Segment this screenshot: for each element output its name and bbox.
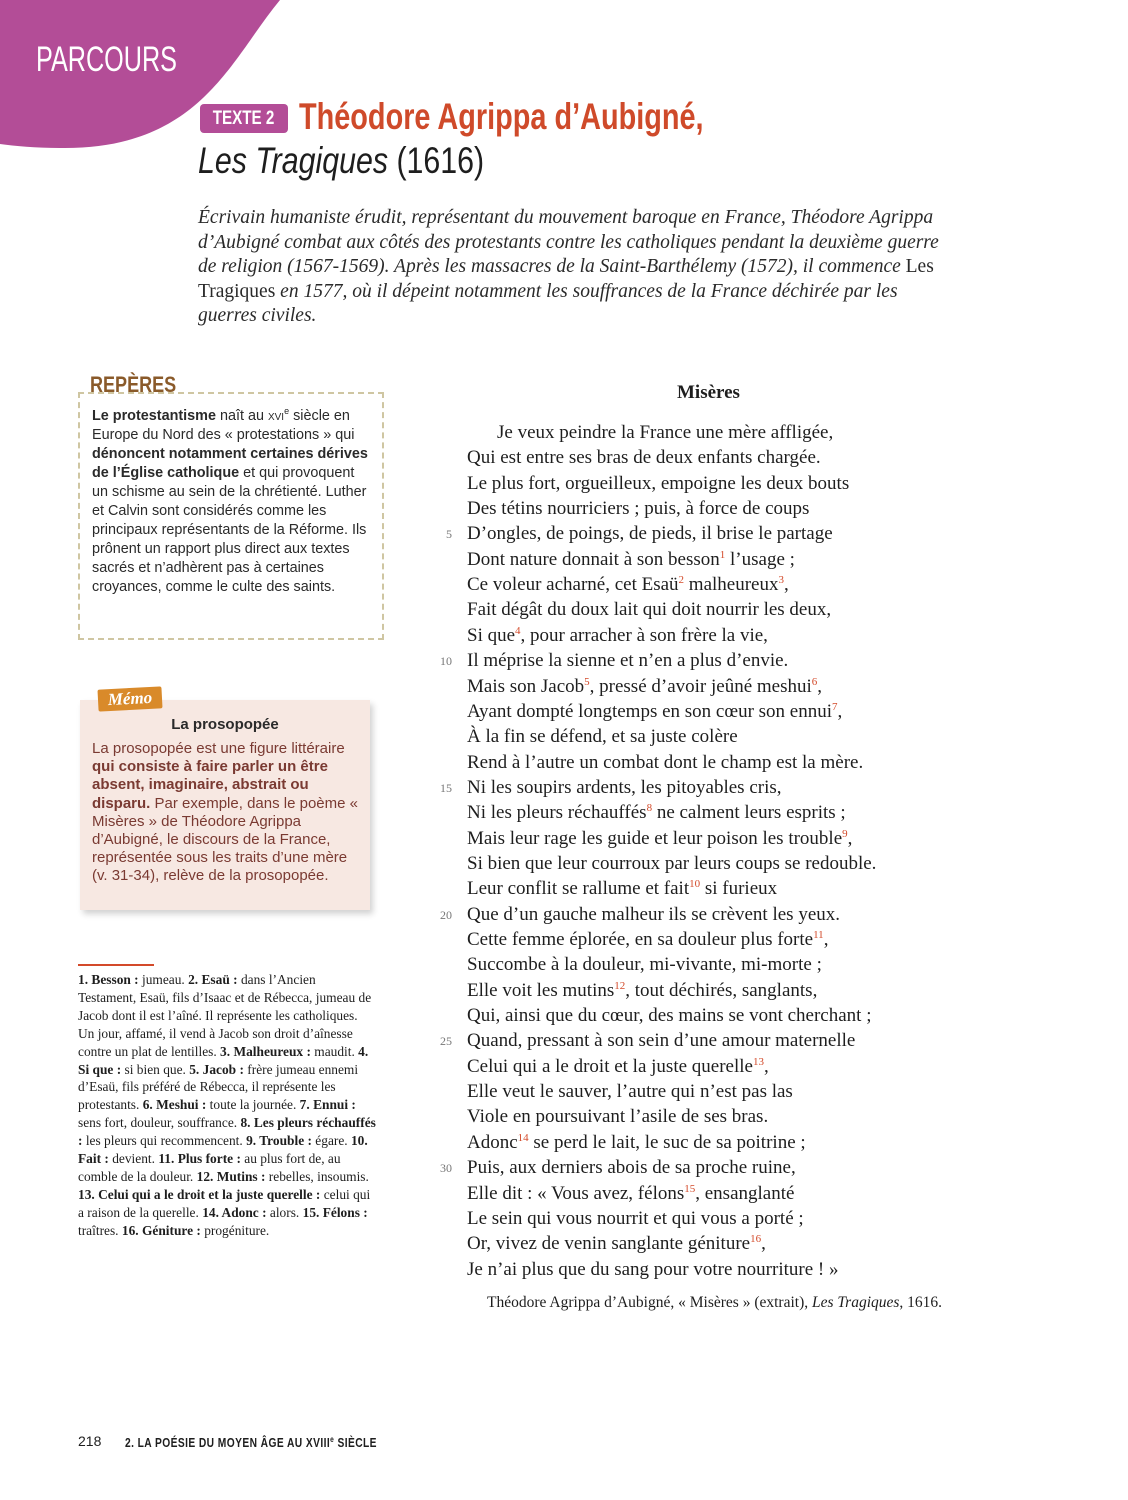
poem-line	[467, 927, 828, 952]
poem-line	[467, 724, 738, 749]
footnote-ref: 4	[515, 625, 521, 637]
poem-line-text: ,	[837, 701, 843, 722]
poem-line-text: ,	[847, 828, 853, 849]
footnote-term: 15. Félons :	[302, 1204, 368, 1220]
poem-line-text: ,	[761, 1233, 766, 1254]
poem-line-text: ,	[763, 1056, 769, 1077]
footnote-definition: jumeau.	[138, 972, 189, 987]
poem-line-text: ne calment leurs esprits ;	[652, 802, 846, 823]
footnote-term: 10. Fait :	[78, 1133, 368, 1167]
poem-line	[467, 648, 788, 673]
intro-work-title: Les Tragiques	[198, 256, 934, 302]
poem-line-text: D’ongles, de poings, de pieds, il brise le partage	[467, 523, 833, 544]
poem-line-text: Rend à l’autre un combat dont le champ est la mère.	[467, 752, 864, 773]
poem-line-text: , pressé d’avoir jeûné meshui	[589, 676, 812, 697]
footnotes	[78, 971, 376, 1240]
poem-line	[467, 1079, 793, 1104]
intro-text-1: Écrivain humaniste érudit, représentant du mouvement baroque en France, Théodore Agrippa d’Aubigné combat aux côtés des protestants contre les catholiques pendant la deuxième guerre de religion (1567-1569). Après les massacres de la Saint-Barthélemy (1572), il commence	[198, 207, 939, 278]
poem-line-text: Ni les soupirs ardents, les pitoyables cris,	[467, 777, 782, 798]
footnote-ref: 12	[614, 980, 626, 992]
work-year: (1616)	[396, 140, 485, 181]
poem-line	[467, 1054, 769, 1079]
footnote-term: 2. Esaü :	[188, 972, 238, 987]
poem-line	[467, 1003, 871, 1028]
reperes-box	[78, 392, 384, 640]
footnote-ref: 2	[678, 574, 685, 586]
footnotes-rule	[78, 964, 154, 966]
footnote-definition: frère jumeau ennemi d’Esaü, fils préféré de Rébecca, il représente les protestants.	[78, 1061, 359, 1113]
line-number: 30	[440, 1161, 452, 1175]
poem-line	[467, 699, 842, 724]
footnote-definition: au plus fort de, au comble de la douleur.	[78, 1151, 341, 1184]
line-number: 5	[446, 527, 452, 541]
reperes-text-2: siècle en Europe du Nord des « protestations » qui	[92, 407, 355, 443]
poem-line-text: Quand, pressant à son sein d’une amour maternelle	[467, 1030, 856, 1051]
poem-source	[487, 1294, 942, 1312]
poem-line	[467, 547, 795, 572]
poem-line	[467, 978, 817, 1003]
poem-line-text: Cette femme éplorée, en sa douleur plus forte	[467, 929, 814, 950]
poem-line-text: Or, vivez de venin sanglante géniture	[467, 1233, 751, 1254]
line-number: 20	[440, 908, 452, 922]
poem-line	[467, 876, 777, 901]
footnote-ref: 5	[584, 676, 590, 688]
reperes-title: REPÈRES	[90, 372, 177, 397]
poem-line-text: malheureux	[684, 574, 779, 595]
poem-line-text: , pour arracher à son frère la vie,	[520, 625, 768, 646]
poem-line	[467, 902, 840, 927]
poem-line-text: Mais son Jacob	[467, 676, 585, 697]
poem-line-text: Adonc	[467, 1132, 518, 1153]
footnote-definition: maudit.	[310, 1043, 359, 1059]
footnote-definition: celui qui a raison de la querelle.	[78, 1186, 371, 1220]
footnote-definition: si bien que.	[121, 1061, 190, 1077]
intro-paragraph	[198, 206, 958, 329]
reperes-century: xvi	[267, 407, 285, 424]
poem-line-text: Ni les pleurs réchauffés	[467, 802, 647, 823]
poem-line-text: Viole en poursuivant l’asile de ses bras.	[467, 1106, 769, 1127]
footnote-definition: alors.	[266, 1204, 303, 1220]
poem-line	[467, 1028, 855, 1053]
footnote-term: 12. Mutins :	[196, 1168, 266, 1184]
reperes-bold-1: Le protestantisme	[92, 407, 216, 424]
reperes-century-sup: e	[284, 406, 290, 416]
poem-line-text: Elle voit les mutins	[467, 980, 615, 1001]
poem-title: Misères	[677, 382, 740, 403]
section-label: PARCOURS	[36, 40, 177, 79]
poem-line	[467, 597, 831, 622]
poem-line-text: Des tétins nourriciers ; puis, à force de coups	[467, 498, 810, 519]
line-number: 25	[440, 1034, 452, 1048]
memo-tag: Mémo	[97, 686, 162, 711]
poem-line	[467, 445, 821, 470]
author-title: Théodore Agrippa d’Aubigné,	[299, 96, 704, 137]
footnote-ref: 7	[832, 701, 838, 713]
text-number-label: TEXTE 2	[213, 108, 275, 129]
footnote-definition: dans l’Ancien Testament, Esaü, fils d’Isaac et de Rébecca, jumeau de Jacob dont il est l’aîné. Il représente les catholiques. Un jour, affamé, il vend à Jacob son droit d’aînesse contre un plat de lentilles.	[78, 972, 372, 1059]
poem-line-text: Puis, aux derniers abois de sa proche ruine,	[467, 1157, 796, 1178]
source-suffix: , 1616.	[899, 1294, 943, 1311]
footnote-definition: devient.	[108, 1151, 159, 1167]
poem-line	[467, 1104, 768, 1129]
poem-line-text: Ayant dompté longtemps en son cœur son ennui	[467, 701, 833, 722]
chapter-sup: e	[330, 1435, 335, 1444]
poem-line-text: Je n’ai plus que du sang pour votre nourriture ! »	[467, 1259, 839, 1280]
poem-line-text: Celui qui a le droit et la juste querelle	[467, 1056, 753, 1077]
memo-title: La prosopopée	[171, 716, 279, 733]
source-prefix: Théodore Agrippa d’Aubigné, « Misères » (extrait),	[487, 1294, 812, 1311]
footnote-ref: 11	[813, 929, 824, 941]
poem-line-text: , tout déchirés, sanglants,	[625, 980, 818, 1001]
poem-line	[467, 623, 768, 648]
poem-line	[467, 750, 863, 775]
footnote-ref: 14	[517, 1132, 529, 1144]
footnote-definition: sens fort, douleur, souffrance.	[78, 1115, 241, 1131]
memo-text-2: Par exemple, dans le poème « Misères » de Théodore Agrippa d’Aubigné, le discours de la France, représentée sous les traits d’une mère (v. 31-34), relève de la prosopopée.	[92, 794, 358, 885]
footnote-ref: 15	[684, 1183, 696, 1195]
poem-line-text: Fait dégât du doux lait qui doit nourrir les deux,	[467, 599, 832, 620]
poem-line	[467, 572, 789, 597]
footnote-definition: égare.	[311, 1133, 351, 1149]
intro-text-2: en 1577, où il dépeint notamment les souffrances de la France déchirée par les guerres civiles.	[198, 280, 898, 327]
poem-line-text: ,	[823, 929, 829, 950]
footnote-definition: toute la journée.	[206, 1097, 300, 1113]
poem-line-text: Si bien que leur courroux par leurs coups se redouble.	[467, 853, 877, 874]
poem-line-text: ,	[817, 676, 823, 697]
footnote-term: 5. Jacob :	[189, 1061, 244, 1077]
footnote-term: 4. Si que :	[78, 1043, 369, 1077]
footnote-ref: 16	[750, 1233, 762, 1245]
memo-bold: qui consiste à faire parler un être absent, imaginaire, abstrait ou disparu.	[92, 758, 328, 812]
poem-line	[467, 1181, 794, 1206]
footnote-term: 7. Ennui :	[299, 1097, 356, 1113]
source-work: Les Tragiques	[811, 1294, 900, 1311]
footnote-term: 13. Celui qui a le droit et la juste querelle :	[78, 1186, 321, 1202]
footnote-ref: 6	[811, 676, 818, 688]
footnote-ref: 13	[752, 1056, 764, 1068]
poem-line	[467, 800, 846, 825]
work-title	[198, 140, 484, 182]
poem-line	[467, 1155, 796, 1180]
footnote-term: 14. Adonc :	[202, 1204, 267, 1220]
poem-line-text: Je veux peindre la France une mère affligée,	[497, 422, 834, 443]
poem-line-text: Mais leur rage les guide et leur poison les trouble	[467, 828, 843, 849]
poem-line-text: Ce voleur acharné, cet Esaü	[467, 574, 679, 595]
poem-line-text: Leur conflit se rallume et fait	[467, 878, 690, 899]
poem-line-text: l’usage ;	[725, 549, 795, 570]
poem-line-text: si furieux	[700, 878, 778, 899]
poem-line-text: Le plus fort, orgueilleux, empoigne les deux bouts	[467, 473, 850, 494]
poem-line	[467, 496, 809, 521]
parcours-corner-shape	[0, 0, 290, 160]
poem-line-text: Succombe à la douleur, mi-vivante, mi-morte ;	[467, 954, 822, 975]
chapter-label	[125, 1435, 377, 1450]
poem-line-text: Elle dit : « Vous avez, félons	[467, 1183, 685, 1204]
poem-line	[467, 1257, 838, 1282]
chapter-end: SIÈCLE	[334, 1436, 377, 1451]
reperes-text-1: naît au	[215, 407, 268, 424]
poem-line-text: Qui, ainsi que du cœur, des mains se vont cherchant ;	[467, 1005, 872, 1026]
footnote-term: 3. Malheureux :	[220, 1043, 311, 1059]
line-number: 10	[440, 654, 452, 668]
footnote-definition: progéniture.	[200, 1222, 270, 1238]
footnote-definition: traîtres.	[78, 1222, 122, 1238]
footnote-term: 6. Meshui :	[142, 1097, 207, 1113]
footnote-definition: les pleurs qui recommencent.	[82, 1133, 247, 1149]
footnote-ref: 9	[842, 828, 848, 840]
poem-line	[467, 521, 833, 546]
poem-line-text: Le sein qui vous nourrit et qui vous a porté ;	[467, 1208, 804, 1229]
poem-line	[467, 1206, 804, 1231]
text-number-badge	[200, 104, 288, 133]
poem-line	[467, 674, 822, 699]
footnote-term: 9. Trouble :	[246, 1133, 312, 1149]
footnote-term: 11. Plus forte :	[158, 1151, 241, 1167]
chapter-text: 2. LA POÉSIE DU MOYEN ÂGE AU XVIII	[125, 1436, 331, 1451]
footnote-term: 1. Besson :	[78, 972, 139, 987]
footnote-ref: 1	[719, 549, 726, 561]
poem-line	[467, 471, 849, 496]
poem-line-text: Que d’un gauche malheur ils se crèvent les yeux.	[467, 904, 841, 925]
footnote-ref: 10	[689, 878, 701, 890]
poem-line	[497, 420, 833, 445]
poem-line	[467, 775, 782, 800]
poem-line	[467, 952, 822, 977]
page-number: 218	[78, 1433, 102, 1449]
poem-line-text: Il méprise la sienne et n’en a plus d’envie.	[467, 650, 789, 671]
poem-line	[467, 1130, 806, 1155]
poem-line	[467, 826, 852, 851]
poem-line-text: ,	[783, 574, 789, 595]
footnote-ref: 3	[778, 574, 784, 586]
reperes-bold-2: dénoncent notamment certaines dérives de l’Église catholique	[92, 445, 368, 481]
work-title-italic: Les Tragiques	[198, 140, 389, 181]
poem-line-text: Qui est entre ses bras de deux enfants chargée.	[467, 447, 821, 468]
poem-line-text: , ensanglanté	[695, 1183, 795, 1204]
footnote-definition: rebelles, insoumis.	[265, 1168, 369, 1184]
footnote-term: 16. Géniture :	[121, 1222, 201, 1238]
poem-line	[467, 1231, 766, 1256]
footnote-term: 8. Les pleurs réchauffés :	[78, 1115, 376, 1149]
poem-line-text: À la fin se défend, et sa juste colère	[467, 726, 738, 747]
poem-line-text: se perd le lait, le suc de sa poitrine ;	[528, 1132, 806, 1153]
poem-line-text: Si que	[467, 625, 516, 646]
memo-text-1: La prosopopée est une figure littéraire	[92, 740, 345, 757]
line-number: 15	[440, 781, 452, 795]
footnote-ref: 8	[646, 802, 653, 814]
poem-line-text: Dont nature donnait à son besson	[467, 549, 720, 570]
poem-line	[467, 851, 876, 876]
poem-line-text: Elle veut le sauver, l’autre qui n’est pas las	[467, 1081, 793, 1102]
memo-text	[92, 740, 364, 886]
reperes-text-3: et qui provoquent un schisme au sein de la chrétienté. Luther et Calvin sont considérés comme les principaux représentants de la Réforme. Ils prônent un rapport plus direct aux textes sacrés et n’adhèrent pas à certaines croyances, comme le culte des saints.	[92, 464, 367, 595]
